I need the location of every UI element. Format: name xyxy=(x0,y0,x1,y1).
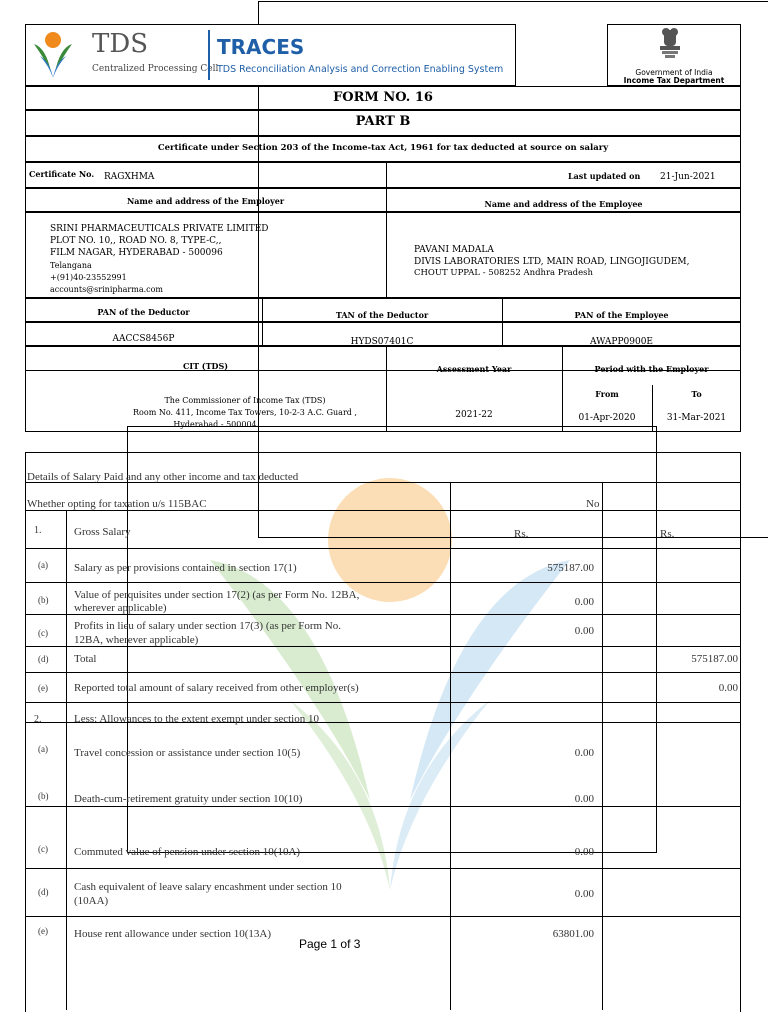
row-a-no: (a) xyxy=(38,560,48,570)
tds-emblem-icon xyxy=(30,28,76,80)
row-ld-no: (d) xyxy=(38,887,49,897)
page-total: 3 xyxy=(353,937,361,951)
employer-line-4: Telangana xyxy=(50,261,92,270)
assessment-year-label: Assessment Year xyxy=(436,364,512,374)
row-ld-label-1: Cash equivalent of leave salary encashment under section 10 xyxy=(74,881,342,893)
form-title: FORM NO. 16 xyxy=(333,90,433,105)
less-label: Less: Allowances to the extent exempt under section 10 xyxy=(74,713,319,725)
row-lb-label: Death-cum-retirement gratuity under section 10(10) xyxy=(74,793,303,805)
row-le-no: (e) xyxy=(38,926,48,936)
tds-logo-text: TDS xyxy=(92,29,148,59)
salary-line-8 xyxy=(25,702,741,703)
row-lc-no: (c) xyxy=(38,844,48,854)
employer-line-2: PLOT NO. 10,, ROAD NO. 8, TYPE-C,, xyxy=(50,236,222,246)
assessment-year-value: 2021-22 xyxy=(455,410,493,420)
row-e-value: 0.00 xyxy=(718,682,738,694)
row-lb-value: 0.00 xyxy=(574,793,594,805)
row-c-label-2: 12BA, wherever applicable) xyxy=(74,634,199,646)
page-prefix: Page xyxy=(299,937,328,951)
row-lc-label: Commuted value of pension under section 10(10A) xyxy=(74,846,301,858)
pan-employee-label: PAN of the Employee xyxy=(574,310,669,320)
employee-line-3: CHOUT UPPAL - 508252 Andhra Pradesh xyxy=(414,268,593,278)
pan-employee-value: AWAPP0900E xyxy=(589,337,654,346)
employer-heading: Name and address of the Employer xyxy=(126,196,285,206)
row-lb-no: (b) xyxy=(38,791,49,801)
rs-col-1: Rs. xyxy=(514,528,529,540)
employee-heading: Name and address of the Employee xyxy=(484,199,643,209)
employer-line-3: FILM NAGAR, HYDERABAD - 500096 xyxy=(50,248,223,258)
page-current: 1 xyxy=(330,937,338,951)
period-label: Period with the Employer xyxy=(594,364,709,374)
certificate-row-divider xyxy=(386,162,387,188)
salary-section-title: Details of Salary Paid and any other income and tax deducted xyxy=(27,471,299,483)
employee-line-1: PAVANI MADALA xyxy=(414,245,494,255)
row-c-no: (c) xyxy=(38,628,48,638)
govt-line-2: Income Tax Department xyxy=(623,76,725,85)
to-label: To xyxy=(691,389,702,399)
last-updated-value: 21-Jun-2021 xyxy=(660,172,716,182)
row-a-value: 575187.00 xyxy=(547,562,594,574)
salary-line-7 xyxy=(25,672,741,673)
salary-line-3 xyxy=(25,548,741,549)
tds-logo-subtitle: Centralized Processing Cell xyxy=(92,64,219,74)
row-b-label-1: Value of perquisites under section 17(2) (as per Form No. 12BA, xyxy=(74,589,360,601)
salary-line-12 xyxy=(25,916,741,917)
employer-line-5: +(91)40-23552991 xyxy=(50,273,127,282)
cit-line-3: Hyderabad - 500004 xyxy=(173,420,257,429)
row-lc-value: 0.00 xyxy=(574,846,594,858)
page-indicator xyxy=(299,938,360,952)
salary-line-4 xyxy=(25,582,741,583)
gross-no: 1. xyxy=(34,525,42,536)
form-part: PART B xyxy=(355,114,411,129)
gross-label: Gross Salary xyxy=(74,526,131,538)
govt-line-1: Government of India xyxy=(635,68,713,77)
pan-deductor-label: PAN of the Deductor xyxy=(97,307,190,317)
row-c-value: 0.00 xyxy=(574,625,594,637)
certificate-no-value: RAGXHMA xyxy=(104,172,155,182)
row-e-label: Reported total amount of salary received from other employer(s) xyxy=(74,682,359,694)
logo-divider xyxy=(208,30,210,80)
row-la-label: Travel concession or assistance under section 10(5) xyxy=(74,747,301,759)
row-d-label: Total xyxy=(74,653,97,665)
cit-line-2: Room No. 411, Income Tax Towers, 10-2-3 A.C. Guard , xyxy=(133,408,357,417)
row-b-no: (b) xyxy=(38,595,49,605)
to-value: 31-Mar-2021 xyxy=(666,413,727,423)
tan-deductor-label: TAN of the Deductor xyxy=(335,310,429,320)
row-le-value: 63801.00 xyxy=(552,928,594,940)
last-updated-label: Last updated on xyxy=(568,171,641,181)
employer-line-1: SRINI PHARMACEUTICALS PRIVATE LIMITED xyxy=(50,224,269,234)
cit-line-1: The Commissioner of Income Tax (TDS) xyxy=(164,396,326,405)
less-no: 2. xyxy=(34,714,42,725)
cit-label: CIT (TDS) xyxy=(182,361,229,371)
salary-col-no-divider xyxy=(66,510,67,1010)
salary-line-10 xyxy=(25,806,741,807)
rs-col-2: Rs. xyxy=(660,528,675,540)
row-b-value: 0.00 xyxy=(574,596,594,608)
row-b-label-2: wherever applicable) xyxy=(74,602,167,614)
row-d-value: 575187.00 xyxy=(691,653,738,665)
certificate-heading: Certificate under Section 203 of the Income-tax Act, 1961 for tax deducted at source on salary xyxy=(157,143,609,153)
row-ld-label-2: (10AA) xyxy=(74,895,109,907)
salary-col-rs2-divider xyxy=(602,482,603,1010)
employee-line-2: DIVIS LABORATORIES LTD, MAIN ROAD, LINGOJIGUDEM, xyxy=(414,257,690,267)
row-a-label: Salary as per provisions contained in section 17(1) xyxy=(74,562,297,574)
row-le-label: House rent allowance under section 10(13A) xyxy=(74,928,272,940)
from-label: From xyxy=(595,389,619,399)
opting-value: No xyxy=(586,498,600,510)
opting-label: Whether opting for taxation u/s 115BAC xyxy=(27,498,207,510)
national-emblem-icon xyxy=(656,26,684,62)
traces-title: TRACES xyxy=(217,35,305,59)
salary-line-11 xyxy=(25,868,741,869)
row-c-label-1: Profits in lieu of salary under section 17(3) (as per Form No. xyxy=(74,620,341,632)
tan-deductor-value: HYDS07401C xyxy=(350,337,414,346)
traces-subtitle: TDS Reconciliation Analysis and Correction Enabling System xyxy=(217,64,504,75)
row-la-no: (a) xyxy=(38,744,48,754)
employer-line-6: accounts@srinipharma.com xyxy=(50,285,164,294)
row-ld-value: 0.00 xyxy=(574,888,594,900)
page-of: of xyxy=(340,937,351,951)
pan-deductor-value: AACCS8456P xyxy=(112,334,175,344)
row-la-value: 0.00 xyxy=(574,747,594,759)
row-e-no: (e) xyxy=(38,683,48,693)
row-d-no: (d) xyxy=(38,654,49,664)
certificate-no-label: Certificate No. xyxy=(29,169,95,179)
from-value: 01-Apr-2020 xyxy=(578,413,636,423)
